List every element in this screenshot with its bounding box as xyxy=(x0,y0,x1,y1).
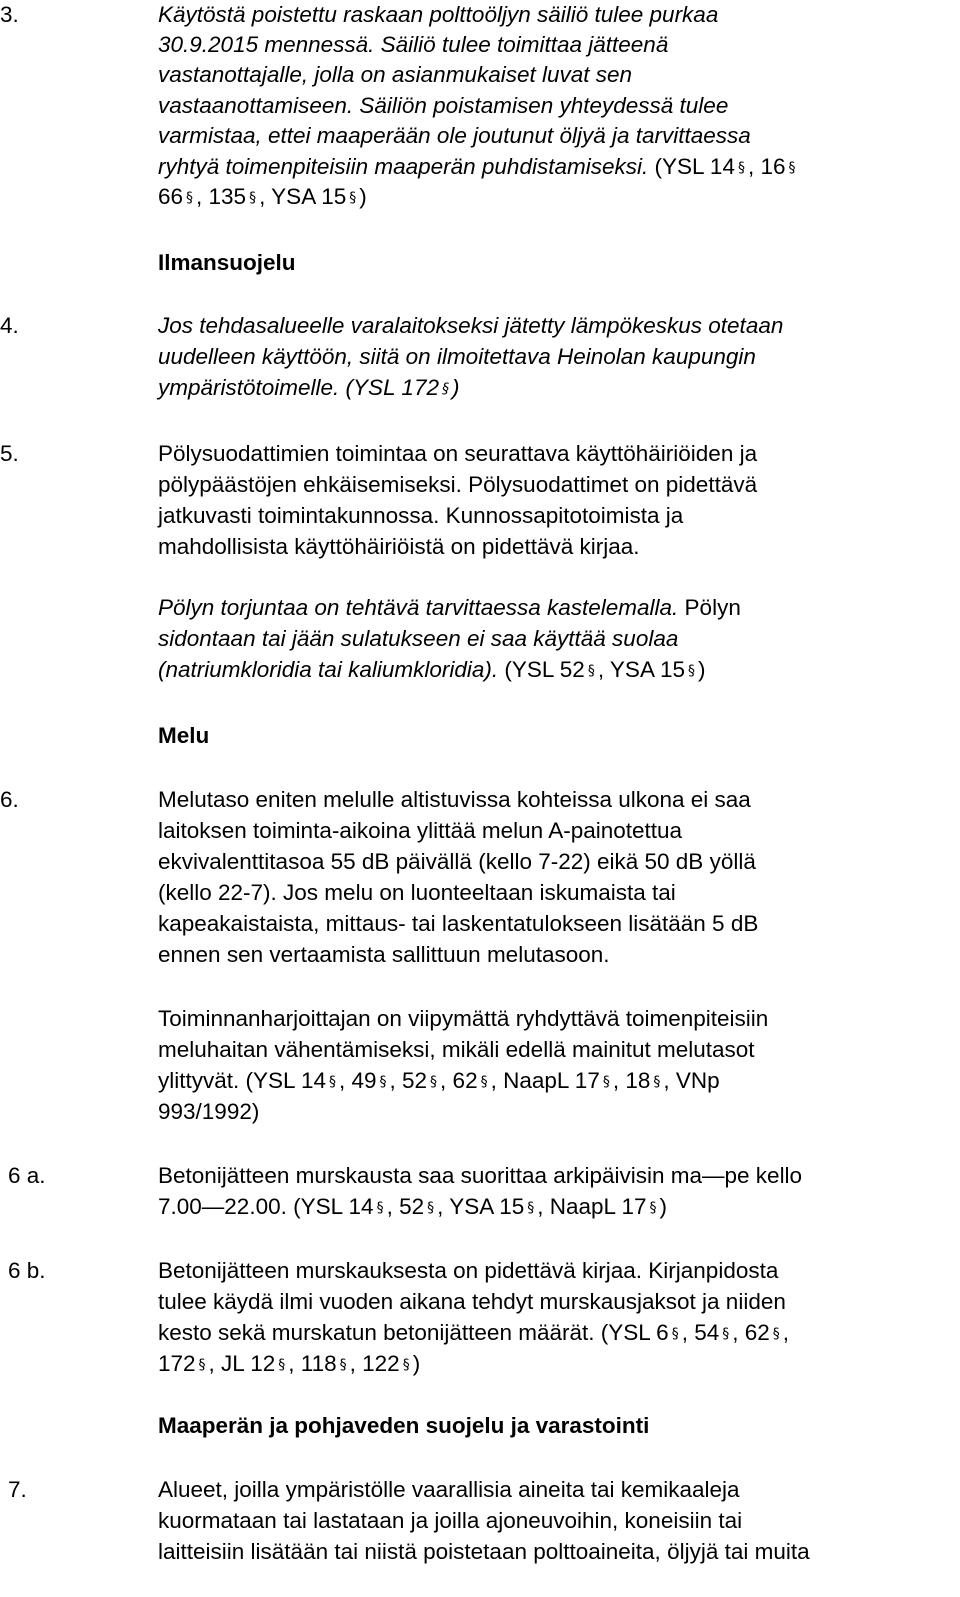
item-5-line-2: pölypäästöjen ehkäisemiseksi. Pölysuodattimet on pidettävä xyxy=(158,472,758,497)
item-6b-number: 6 b. xyxy=(8,1258,46,1283)
section-symbol: § xyxy=(602,1074,610,1090)
item-6-ref-2: , 49 xyxy=(338,1068,377,1093)
item-5-line-1: Pölysuodattimien toimintaa on seurattava käyttöhäiriöiden ja xyxy=(158,441,758,466)
item-6a-ref-3: , YSA 15 xyxy=(437,1194,525,1219)
item-6b-line-2: tulee käydä ilmi vuoden aikana tehdyt murskausjaksot ja niiden xyxy=(158,1289,786,1314)
item-5-line-3: jatkuvasti toimintakunnossa. Kunnossapitotoimista ja xyxy=(158,503,684,528)
section-symbol: § xyxy=(376,1200,384,1216)
item-6-line-4: (kello 22-7). Jos melu on luonteeltaan iskumaista tai xyxy=(158,880,676,905)
item-6b-ref-4: , xyxy=(782,1320,790,1345)
section-symbol: § xyxy=(653,1074,661,1090)
section-symbol: § xyxy=(527,1200,535,1216)
item-3-line-3: vastanottajalle, jolla on asianmukaiset luvat sen xyxy=(158,62,633,87)
item-7-line-3: laitteisiin lisätään tai niistä poistetaan polttoaineita, öljyjä tai muita xyxy=(158,1539,810,1564)
section-symbol: § xyxy=(480,1074,488,1090)
heading-melu: Melu xyxy=(158,723,210,748)
item-6-para2-line-2: meluhaitan vähentämiseksi, mikäli edellä mainitut melutasot xyxy=(158,1037,755,1062)
item-4-line-1: Jos tehdasalueelle varalaitokseksi jätetty lämpökeskus otetaan xyxy=(158,313,784,338)
item-6b-ref-1: kesto sekä murskatun betonijätteen määrät. (YSL 6 xyxy=(158,1320,669,1345)
item-6a-ref-2: , 52 xyxy=(386,1194,425,1219)
item-6b-ref-2: , 54 xyxy=(681,1320,720,1345)
item-6a-ref-1: 7.00—22.00. (YSL 14 xyxy=(158,1194,374,1219)
item-6b-ref-7: , 118 xyxy=(288,1351,337,1376)
item-4-number: 4. xyxy=(0,313,19,338)
item-3-line-2: 30.9.2015 mennessä. Säiliö tulee toimittaa jätteenä xyxy=(158,32,669,57)
item-6-number: 6. xyxy=(0,787,19,812)
item-6a-line-2 xyxy=(158,1192,667,1223)
item-6a-ref-4: , NaapL 17 xyxy=(537,1194,647,1219)
item-3-line-6 xyxy=(158,152,799,183)
item-3-number: 3. xyxy=(0,2,19,27)
section-symbol: § xyxy=(402,1357,410,1373)
item-6a-ref-5: ) xyxy=(659,1194,668,1219)
item-6b-ref-5: 172 xyxy=(158,1351,196,1376)
item-3-ref-c: 66 xyxy=(158,184,184,209)
item-5-para2-line-1 xyxy=(158,593,741,623)
item-3-ref-f: ) xyxy=(359,184,367,209)
section-symbol: § xyxy=(587,663,595,679)
item-6-line-6: ennen sen vertaamista sallittuun melutasoon. xyxy=(158,942,610,967)
item-6-line-5: kapeakaistaista, mittaus- tai laskentatulokseen lisätään 5 dB xyxy=(158,911,759,936)
item-3-line-5: varmistaa, ettei maaperään ole joutunut öljyä ja tarvittaessa xyxy=(158,123,751,148)
item-6-para2-line-3 xyxy=(158,1066,720,1097)
item-6-ref-1: ylittyvät. (YSL 14 xyxy=(158,1068,326,1093)
item-6-ref-5: , NaapL 17 xyxy=(490,1068,600,1093)
section-symbol: § xyxy=(788,160,796,176)
section-symbol: § xyxy=(649,1200,657,1216)
item-6b-ref-9: ) xyxy=(412,1351,421,1376)
item-6a-number: 6 a. xyxy=(8,1163,46,1188)
section-symbol: § xyxy=(349,190,357,206)
section-symbol: § xyxy=(737,160,745,176)
item-3-line-1: Käytöstä poistettu raskaan polttoöljyn säiliö tulee purkaa xyxy=(158,2,719,27)
item-3-line-4: vastaanottamiseen. Säiliön poistamisen yhteydessä tulee xyxy=(158,93,729,118)
item-3-ref-b: , 16 xyxy=(747,154,786,179)
item-3-ref-a: (YSL 14 xyxy=(654,154,735,179)
section-symbol: § xyxy=(671,1326,679,1342)
section-symbol: § xyxy=(687,663,695,679)
section-symbol: § xyxy=(722,1326,730,1342)
item-6-ref-3: , 52 xyxy=(389,1068,428,1093)
section-symbol: § xyxy=(427,1200,435,1216)
item-5-para2-line-2: sidontaan tai jään sulatukseen ei saa käyttää suolaa xyxy=(158,626,679,651)
item-6-ref-4: , 62 xyxy=(440,1068,478,1093)
section-symbol: § xyxy=(328,1074,336,1090)
item-5-ref-a: (YSL 52 xyxy=(498,657,585,682)
item-5-para2-line-3-italic: (natriumkloridia tai kaliumkloridia). xyxy=(158,657,499,682)
item-3-ref-d: , 135 xyxy=(196,184,247,209)
item-6b-line-4 xyxy=(158,1349,420,1380)
item-5-ref-b: , YSA 15 xyxy=(597,657,685,682)
section-symbol: § xyxy=(441,381,449,397)
item-4-line-3-end: ) xyxy=(451,375,460,400)
item-6-para2-line-1: Toiminnanharjoittajan on viipymättä ryhdyttävä toimenpiteisiin xyxy=(158,1006,769,1031)
item-5-number: 5. xyxy=(0,441,19,466)
item-7-line-1: Alueet, joilla ympäristölle vaarallisia aineita tai kemikaaleja xyxy=(158,1477,740,1502)
item-3-ref-e: , YSA 15 xyxy=(259,184,347,209)
section-symbol: § xyxy=(772,1326,780,1342)
item-6-ref-7: , VNp xyxy=(663,1068,720,1093)
item-4-line-3-text: ympäristötoimelle. (YSL 172 xyxy=(158,375,439,400)
item-6b-line-1: Betonijätteen murskauksesta on pidettävä kirjaa. Kirjanpidosta xyxy=(158,1258,779,1283)
item-6b-line-3 xyxy=(158,1318,789,1349)
item-5-para2-line-3 xyxy=(158,655,705,686)
section-symbol: § xyxy=(278,1357,286,1373)
item-6-line-2: laitoksen toiminta-aikoina ylittää melun A-painotettua xyxy=(158,818,683,843)
item-6-ref-6: , 18 xyxy=(612,1068,651,1093)
item-6a-line-1: Betonijätteen murskausta saa suorittaa arkipäivisin ma—pe kello xyxy=(158,1163,803,1188)
item-7-number: 7. xyxy=(8,1477,27,1502)
item-5-ref-c: ) xyxy=(697,657,706,682)
item-5-para2-line-1-rest: Pölyn xyxy=(678,595,741,620)
item-3-line-7 xyxy=(158,182,367,213)
section-symbol: § xyxy=(379,1074,387,1090)
heading-maaperan-suojelu: Maaperän ja pohjaveden suojelu ja varastointi xyxy=(158,1413,650,1438)
item-6b-ref-8: , 122 xyxy=(349,1351,400,1376)
section-symbol: § xyxy=(430,1074,438,1090)
item-5-line-4: mahdollisista käyttöhäiriöistä on pidettävä kirjaa. xyxy=(158,534,640,559)
heading-ilmansuojelu: Ilmansuojelu xyxy=(158,250,296,275)
section-symbol: § xyxy=(198,1357,206,1373)
section-symbol: § xyxy=(249,190,257,206)
item-7-line-2: kuormataan tai lastataan ja joilla ajoneuvoihin, koneisiin tai xyxy=(158,1508,743,1533)
item-4-line-2: uudelleen käyttöön, siitä on ilmoitettava Heinolan kaupungin xyxy=(158,344,756,369)
item-4-line-3 xyxy=(158,373,459,404)
item-3-line-6-text: ryhtyä toimenpiteisiin maaperän puhdistamiseksi. xyxy=(158,154,649,179)
section-symbol: § xyxy=(339,1357,347,1373)
item-6-line-3: ekvivalenttitasoa 55 dB päivällä (kello 7-22) eikä 50 dB yöllä xyxy=(158,849,756,874)
item-6b-ref-6: , JL 12 xyxy=(208,1351,276,1376)
item-6b-ref-3: , 62 xyxy=(732,1320,770,1345)
item-5-para2-line-1-italic: Pölyn torjuntaa on tehtävä tarvittaessa kastelemalla. xyxy=(158,595,679,620)
section-symbol: § xyxy=(186,190,194,206)
item-6-para2-line-4: 993/1992) xyxy=(158,1099,260,1124)
item-6-line-1: Melutaso eniten melulle altistuvissa kohteissa ulkona ei saa xyxy=(158,787,751,812)
